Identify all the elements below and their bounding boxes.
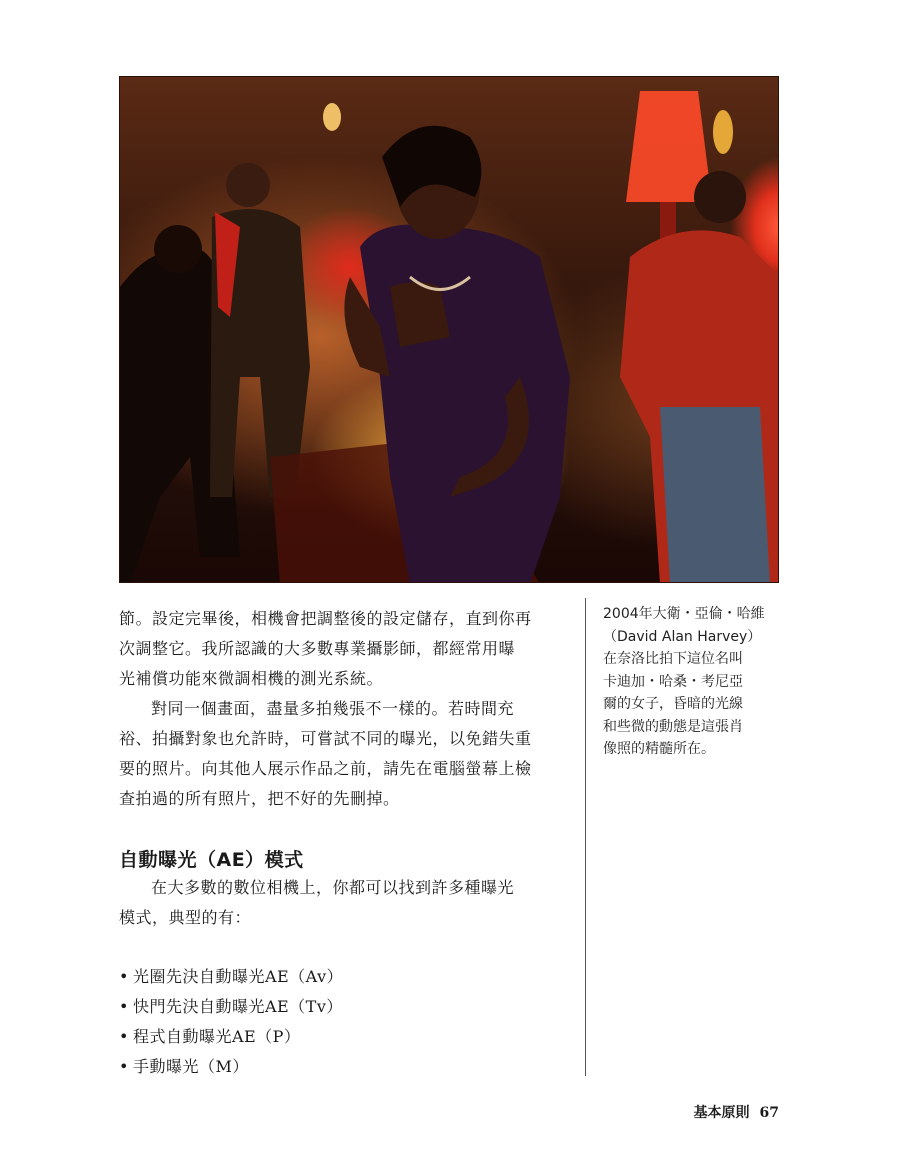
text-line: 光補償功能來微調相機的測光系統。 xyxy=(119,669,384,688)
body-paragraph-1 xyxy=(119,604,569,694)
list-item: • 程式自動曝光AE（P） xyxy=(119,1022,343,1052)
list-item: • 快門先決自動曝光AE（Tv） xyxy=(119,992,343,1022)
caption-line: 在奈洛比拍下這位名叫 xyxy=(603,651,743,667)
section-heading: 自動曝光（AE）模式 xyxy=(119,849,304,871)
text-line: 在大多數的數位相機上，你都可以找到許多種曝光 xyxy=(151,878,515,897)
text-line: 對同一個畫面，盡量多拍幾張不一樣的。若時間充 xyxy=(151,699,515,718)
chapter-title: 基本原則 xyxy=(693,1105,750,1121)
photo-caption xyxy=(603,603,781,761)
list-item: • 光圈先決自動曝光AE（Av） xyxy=(119,962,343,992)
caption-line: 像照的精髓所在。 xyxy=(603,741,715,757)
text-line: 模式，典型的有： xyxy=(119,908,252,927)
photograph xyxy=(119,76,779,583)
caption-line: 爾的女子，昏暗的光線 xyxy=(603,696,743,712)
caption-line: 卡迪加・哈桑・考尼亞 xyxy=(603,673,743,690)
section-intro xyxy=(119,873,569,933)
page-number: 67 xyxy=(759,1105,779,1121)
photo-illustration xyxy=(120,77,779,583)
column-divider xyxy=(585,598,586,1076)
text-line: 要的照片。向其他人展示作品之前，請先在電腦螢幕上檢 xyxy=(119,759,532,778)
body-paragraph-2 xyxy=(119,694,569,814)
exposure-mode-list xyxy=(119,962,343,1082)
text-line: 節。設定完畢後，相機會把調整後的設定儲存，直到你再 xyxy=(119,609,532,628)
caption-line: （David Alan Harvey） xyxy=(603,628,762,645)
page-footer xyxy=(694,1102,779,1122)
text-line: 次調整它。我所認識的大多數專業攝影師，都經常用曝 xyxy=(119,639,516,658)
text-line: 裕、拍攝對象也允許時，可嘗試不同的曝光，以免錯失重 xyxy=(119,729,532,748)
caption-line: 和些微的動態是這張肖 xyxy=(603,718,743,735)
list-item: • 手動曝光（M） xyxy=(119,1052,343,1082)
caption-line: 2004年大衛・亞倫・哈維 xyxy=(603,606,765,622)
text-line: 查拍過的所有照片，把不好的先刪掉。 xyxy=(119,789,400,808)
